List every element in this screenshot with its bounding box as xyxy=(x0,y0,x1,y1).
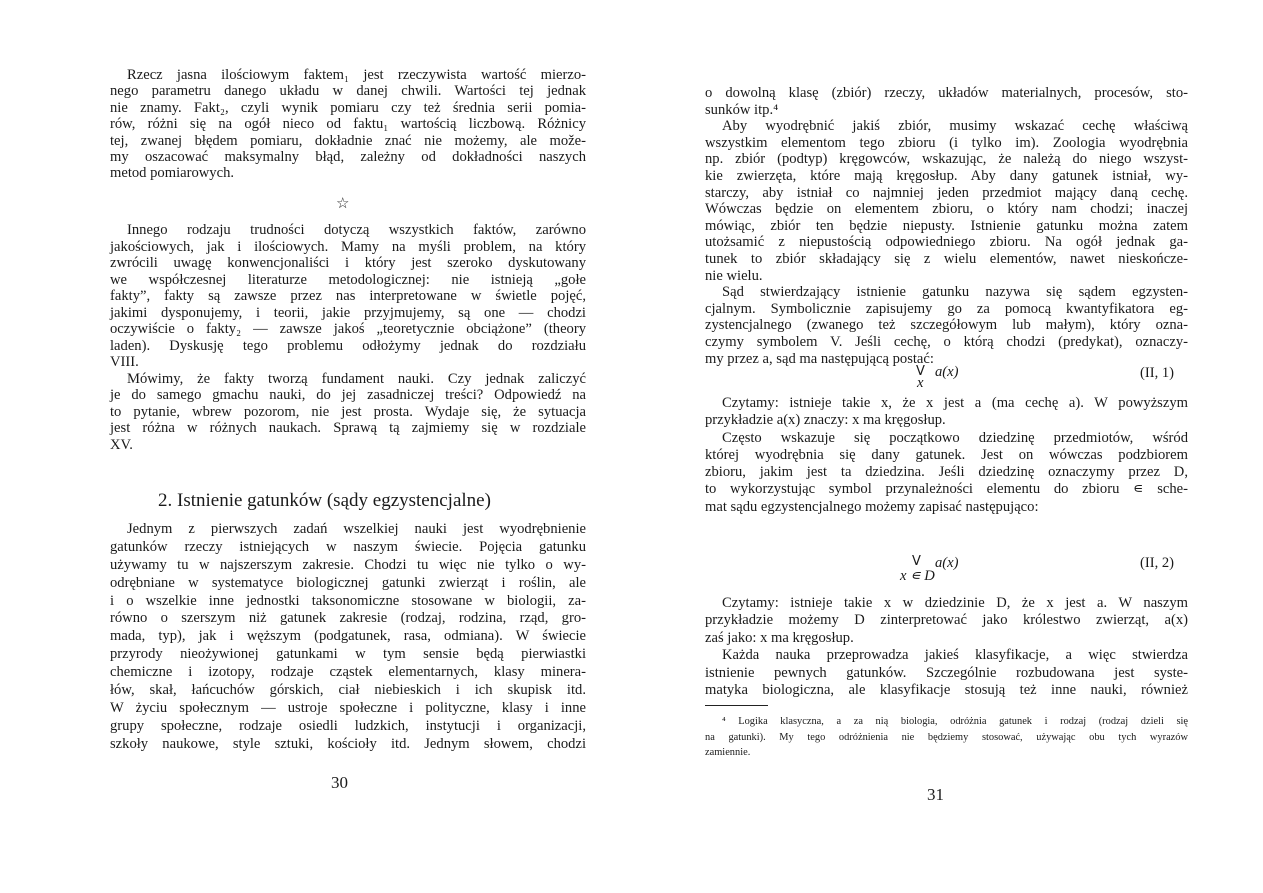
text-line: utożsamić z niepustością odpowiedniego zbioru. Na ogół jednak ga- xyxy=(705,234,1188,251)
text-line: nie znamy. Fakt₂, czyli wynik pomiaru czy też średnia serii pomia- xyxy=(110,99,586,116)
text-line: odrębniane w systematyce biologicznej gatunki zwierząt i roślin, ale xyxy=(110,574,586,591)
quantifier-subscript: x ∊ D xyxy=(900,568,935,584)
text-line: Innego rodzaju trudności dotyczą wszystkich faktów, zarówno xyxy=(127,222,586,238)
paragraph-block xyxy=(110,67,586,182)
text-line: istnienie pewnych gatunków. Szczególnie rozbudowana jest syste- xyxy=(705,664,1188,681)
paragraph-block xyxy=(110,222,586,453)
text-line: metod pomiarowych. xyxy=(110,165,235,182)
text-line: mada, typ), jak i węższym (podgatunek, rasa, odmiana). W świecie xyxy=(110,628,586,645)
quantifier-subscript: x xyxy=(917,375,924,391)
paragraph-block xyxy=(705,395,1188,516)
text-line: matyka biologiczna, ale klasyfikacje stosują też inne nauki, również xyxy=(705,681,1188,698)
text-line: Często wskazuje się początkowo dziedzinę przedmiotów, wśród xyxy=(722,429,1188,446)
text-line: W życiu społecznym — ustroje społeczne i polityczne, klasy i inne xyxy=(110,699,586,716)
page-number: 30 xyxy=(331,773,348,792)
quantifier-symbol: V xyxy=(916,364,925,379)
quantifier-symbol: V xyxy=(912,554,921,569)
text-line: Aby wyodrębnić jakiś zbiór, musimy wskazać cechę właściwą xyxy=(722,118,1188,135)
text-line: Wówczas będzie on elementem zbioru, o który nam chodzi; inaczej xyxy=(705,201,1188,218)
footnote-line: na gatunki). My tego odróżnienia nie będziemy stosować, używając obu tych wyrazów xyxy=(705,731,1188,743)
text-line: Sąd stwierdzający istnienie gatunku nazywa się sądem egzysten- xyxy=(722,284,1188,301)
text-line: Mówimy, że fakty tworzą fundament nauki. Czy jednak zaliczyć xyxy=(127,370,586,387)
text-line: oczywiście o fakty₂ — zawsze jakoś „teoretycznie obciążone” (theory xyxy=(110,321,586,337)
text-line: Rzecz jasna ilościowym faktem₁ jest rzeczywista wartość mierzo- xyxy=(127,67,586,83)
footnote xyxy=(705,714,1188,761)
text-line: i o wszelkie inne jednostki taksonomiczne stosowane w biologii, za- xyxy=(110,592,586,609)
text-line: jest różna w różnych naukach. Sprawą tą zajmiemy się w rozdziale xyxy=(110,420,586,436)
text-line: nego parametru danego układu w danej chwili. Wartości tej jednak xyxy=(110,83,586,100)
formula-body: a(x) xyxy=(935,364,959,380)
text-line: tunek to zbiór składający się z wielu elementów, nawet nieskończe- xyxy=(705,250,1188,267)
text-line: cjalnym. Symbolicznie zapisujemy go za pomocą kwantyfikatora eg- xyxy=(705,300,1188,317)
formula-body: a(x) xyxy=(935,555,959,571)
footnote-divider xyxy=(705,705,768,706)
text-line: my przez a, sąd ma następującą postać: xyxy=(705,350,934,367)
paragraph-block xyxy=(705,595,1188,699)
text-line: używamy tu w najszerszym zakresie. Chodzi tu więc nie tylko o wy- xyxy=(110,556,586,573)
text-line: grupy społeczne, rodzaje osiedli ludzkich, instytucji i organizacji, xyxy=(110,717,586,734)
text-line: Czytamy: istnieje takie x w dziedzinie D, że x jest a. W naszym xyxy=(722,595,1188,611)
text-line: wszystkim elementom tego zbioru (i tylko im). Zoologia wyodrębnia xyxy=(705,134,1188,151)
text-line: XV. xyxy=(110,436,133,453)
text-line: której wyodrębnia się dany gatunek. Jest on wówczas podzbiorem xyxy=(705,446,1188,463)
formula-existential xyxy=(640,364,1263,394)
text-line: jakimi dysponujemy, i teorii, jakie przyjmujemy, są one — chodzi xyxy=(110,304,586,321)
section-heading: 2. Istnienie gatunków (sądy egzystencjalne) xyxy=(158,490,491,511)
text-line: to pytanie, wbrew pozorom, nie jest prosta. Wydaje się, że sytuacja xyxy=(110,403,586,420)
text-line: we współczesnej literaturze metodologicznej: nie istnieją „gołe xyxy=(110,271,586,288)
text-line: to wykorzystując symbol przynależności elementu do zbioru ∊ sche- xyxy=(705,481,1188,498)
footnote-line: zamiennie. xyxy=(705,747,751,758)
text-line: VIII. xyxy=(110,354,139,370)
text-line: czymy symbolem V. Jeśli cechę, o którą chodzi (predykat), oznaczy- xyxy=(705,333,1188,350)
text-line: fakty”, fakty są zawsze przez nas interpretowane w świetle pojęć, xyxy=(110,288,586,304)
text-line: kie zwierzęta, które mają kręgosłup. Aby dany gatunek istniał, wy- xyxy=(705,167,1188,184)
text-line: sunków itp.⁴ xyxy=(705,101,779,118)
formula-existential-domain xyxy=(640,554,1263,588)
text-line: zaś jako: x ma kręgosłup. xyxy=(705,629,854,646)
text-line: przykładzie możemy D zinterpretować jako królestwo zwierząt, a(x) xyxy=(705,612,1188,629)
equation-number: (II, 1) xyxy=(1140,365,1175,381)
text-line: Czytamy: istnieje takie x, że x jest a (ma cechę a). W powyższym xyxy=(722,395,1188,411)
text-line: przykładzie a(x) znaczy: x ma kręgosłup. xyxy=(705,412,946,429)
right-page xyxy=(640,0,1263,893)
text-line: łów, skał, łańcuchów górskich, ciał niebieskich i ich skupisk itd. xyxy=(110,682,586,699)
text-line: mat sądu egzystencjalnego możemy zapisać następująco: xyxy=(705,498,1039,515)
text-line: laden). Dyskusję tego problemu odłożymy jednak do rozdziału xyxy=(110,337,586,354)
text-line: chemiczne i izotopy, rodzaje cząstek elementarnych, klasy minera- xyxy=(110,664,586,681)
text-line: jakościowych, jak i ilościowych. Mamy na myśli problem, na który xyxy=(110,238,586,255)
text-line: zbioru, jakim jest ta dziedzina. Jeśli dziedzinę oznaczymy przez D, xyxy=(705,464,1188,481)
text-line: Jednym z pierwszych zadań wszelkiej nauki jest wyodrębnienie xyxy=(127,521,586,537)
text-line: o dowolną klasę (zbiór) rzeczy, układów materialnych, procesów, sto- xyxy=(705,85,1188,101)
paragraph-block xyxy=(705,85,1188,367)
text-line: przyrody nieożywionej gatunkami w tym sensie będą pierwiastki xyxy=(110,646,586,663)
paragraph-block xyxy=(110,521,586,754)
equation-number: (II, 2) xyxy=(1140,555,1175,571)
text-line: mówiąc, zbiór ten będzie niepusty. Istnienie gatunku można zatem xyxy=(705,217,1188,234)
text-line: rów, różni się na ogół nieco od faktu₁ wartością liczbową. Różnicy xyxy=(110,116,586,133)
text-line: np. zbiór (podtyp) kręgowców, wskazując, że należą do niego wszyst- xyxy=(705,151,1188,168)
text-line: nie wielu. xyxy=(705,267,763,284)
text-line: je do samego gmachu nauki, do jej zasadniczej treści? Odpowiedź na xyxy=(110,387,586,403)
page-number: 31 xyxy=(927,785,944,804)
footnote-line: ⁴ Logika klasyczna, a za nią biologia, odróżnia gatunek i rodzaj (rodzaj dzieli się xyxy=(722,716,1188,727)
text-line: my oszacować maksymalny błąd, zależny od dokładności naszych xyxy=(110,148,586,165)
text-line: tej, zwanej błędem pomiaru, dokładnie znać nie możemy, ale može- xyxy=(110,132,586,149)
text-line: zwrócili uwagę konwencjonaliści i który jest szeroko dyskutowany xyxy=(110,255,586,271)
text-line: starczy, aby istniał co najmniej jeden przedmiot mający daną cechę. xyxy=(705,184,1188,201)
text-line: szkoły naukowe, style sztuki, kościoły itd. Jednym słowem, chodzi xyxy=(110,735,586,752)
text-line: Każda nauka przeprowadza jakieś klasyfikacje, a więc stwierdza xyxy=(722,647,1188,664)
text-line: zystencjalnego (zwanego też szczegółowym lub małym), który ozna- xyxy=(705,317,1188,334)
text-line: równo o szerszym niż gatunek zakresie (rodzaj, rodzina, rząd, gro- xyxy=(110,610,586,627)
section-separator-star: ☆ xyxy=(336,196,350,212)
text-line: gatunków rzeczy istniejących w naszym świecie. Pojęcia gatunku xyxy=(110,538,586,555)
